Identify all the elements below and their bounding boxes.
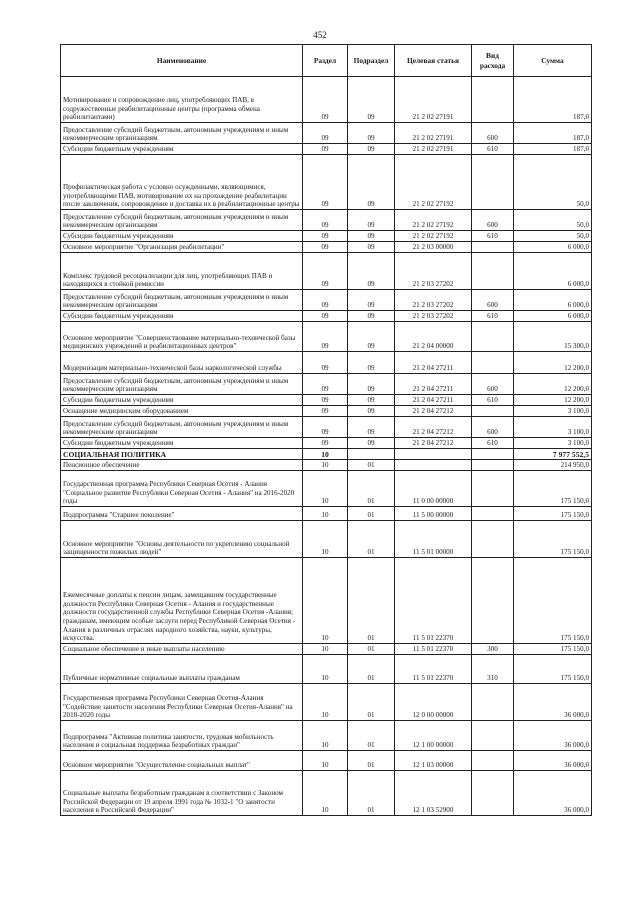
cell-subsection: 09 [348, 438, 395, 449]
cell-expense-type [472, 242, 514, 253]
table-row [61, 507, 592, 521]
cell-subsection: 01 [348, 644, 395, 655]
cell-name: Предоставление субсидий бюджетным, автономным учреждениям и иным некоммерческим организациям [61, 374, 303, 395]
cell-expense-type [472, 471, 514, 507]
cell-section: 09 [303, 155, 348, 210]
cell-expense-type [472, 558, 514, 644]
cell-target: 21 2 04 27212 [395, 406, 472, 417]
cell-name: Ежемесячные доплаты к пенсии лицам, замещавшим государственные должности Республики Северная Осетия - Алания и государственные должности государственной службы Республики Северная Осетия -Алания; гражданам, имеющим особые заслуги перед Республикой Северная Осетия - Алания в различных отраслях народного хозяйства, науки, культуры, искусства. [61, 558, 303, 644]
cell-target: 12 0 00 00000 [395, 684, 472, 721]
cell-expense-type [472, 406, 514, 417]
table-row [61, 655, 592, 684]
cell-amount: 50,0 [514, 210, 592, 231]
cell-amount: 187,0 [514, 77, 592, 123]
cell-subsection: 01 [348, 558, 395, 644]
cell-name: Модернизация материально-технической базы наркологической службы [61, 352, 303, 374]
cell-expense-type: 600 [472, 374, 514, 395]
cell-name: Субсидии бюджетным учреждениям [61, 311, 303, 322]
cell-target: 21 2 03 27202 [395, 311, 472, 322]
cell-section: 09 [303, 123, 348, 144]
cell-amount: 214 950,0 [514, 460, 592, 471]
cell-expense-type [472, 721, 514, 751]
cell-amount: 50,0 [514, 231, 592, 242]
header-target: Целевая статья [395, 45, 472, 77]
cell-amount: 175 150,0 [514, 644, 592, 655]
cell-section: 10 [303, 644, 348, 655]
cell-amount: 36 000,0 [514, 751, 592, 771]
cell-expense-type: 610 [472, 144, 514, 155]
cell-target: 21 2 03 27202 [395, 290, 472, 311]
cell-section: 09 [303, 322, 348, 352]
cell-amount: 3 100,0 [514, 438, 592, 449]
cell-subsection: 01 [348, 684, 395, 721]
table-row [61, 721, 592, 751]
cell-name: Предоставление субсидий бюджетным, автономным учреждениям и иным некоммерческим организациям [61, 417, 303, 438]
cell-expense-type: 610 [472, 395, 514, 406]
cell-expense-type: 600 [472, 290, 514, 311]
table-row [61, 253, 592, 290]
cell-target: 12 1 00 00000 [395, 721, 472, 751]
cell-name: Предоставление субсидий бюджетным, автономным учреждениям и иным некоммерческим организациям [61, 210, 303, 231]
cell-name: Государственная программа Республики Северная Осетия - Алания "Социальное развитие Республики Северная Осетия - Алания" на 2016-2020 годы [61, 471, 303, 507]
cell-expense-type: 600 [472, 210, 514, 231]
cell-target: 21 2 04 27211 [395, 352, 472, 374]
table-row [61, 395, 592, 406]
cell-amount: 175 150,0 [514, 655, 592, 684]
cell-section: 09 [303, 352, 348, 374]
cell-section: 10 [303, 471, 348, 507]
table-row [61, 290, 592, 311]
cell-expense-type [472, 771, 514, 816]
cell-section: 09 [303, 290, 348, 311]
cell-expense-type [472, 521, 514, 558]
cell-section: 09 [303, 406, 348, 417]
cell-expense-type [472, 507, 514, 521]
cell-subsection: 09 [348, 417, 395, 438]
cell-name: Оснащение медицинским оборудованием [61, 406, 303, 417]
cell-target: 11 0 00 00000 [395, 471, 472, 507]
cell-section: 10 [303, 655, 348, 684]
cell-target: 21 2 02 27192 [395, 210, 472, 231]
cell-target: 11 5 01 22370 [395, 655, 472, 684]
cell-amount: 175 150,0 [514, 558, 592, 644]
cell-subsection: 09 [348, 231, 395, 242]
cell-expense-type [472, 352, 514, 374]
cell-name: Субсидии бюджетным учреждениям [61, 144, 303, 155]
cell-section: 09 [303, 374, 348, 395]
cell-subsection: 09 [348, 322, 395, 352]
cell-target: 21 2 04 27211 [395, 395, 472, 406]
table-row [61, 449, 592, 460]
cell-expense-type: 600 [472, 123, 514, 144]
cell-target: 12 1 03 52900 [395, 771, 472, 816]
cell-name: Профилактическая работа с условно осужденными, являющимися, употребляющими ПАВ, мотивирование их на прохождение реабилитации после заключения, сопровождение и доставка их в реабилитационные центры [61, 155, 303, 210]
cell-subsection: 01 [348, 655, 395, 684]
cell-amount: 36 000,0 [514, 721, 592, 751]
cell-subsection: 09 [348, 77, 395, 123]
cell-amount: 12 200,0 [514, 374, 592, 395]
table-row [61, 406, 592, 417]
cell-target: 21 2 04 27212 [395, 438, 472, 449]
cell-target: 12 1 03 00000 [395, 751, 472, 771]
cell-subsection: 01 [348, 771, 395, 816]
cell-amount: 50,0 [514, 155, 592, 210]
table-row [61, 144, 592, 155]
cell-section: 09 [303, 210, 348, 231]
cell-target: 11 5 01 22370 [395, 558, 472, 644]
cell-amount: 6 000,0 [514, 242, 592, 253]
cell-name: СОЦИАЛЬНАЯ ПОЛИТИКА [61, 449, 303, 460]
table-row [61, 460, 592, 471]
cell-expense-type [472, 460, 514, 471]
cell-amount: 3 100,0 [514, 417, 592, 438]
table-row [61, 684, 592, 721]
cell-subsection: 09 [348, 123, 395, 144]
cell-name: Основное мероприятие "Организация реабилитации" [61, 242, 303, 253]
cell-subsection: 09 [348, 352, 395, 374]
cell-section: 10 [303, 684, 348, 721]
cell-expense-type [472, 155, 514, 210]
cell-subsection: 09 [348, 242, 395, 253]
cell-name: Основное мероприятие "Совершенствование материально-технической базы медицинских учреждений и реабилитационных центров" [61, 322, 303, 352]
cell-target: 21 2 02 27191 [395, 77, 472, 123]
cell-name: Пенсионное обеспечение [61, 460, 303, 471]
cell-name: Субсидии бюджетным учреждениям [61, 395, 303, 406]
table-header-row [61, 45, 592, 77]
cell-subsection: 01 [348, 460, 395, 471]
header-subsection: Подраздел [348, 45, 395, 77]
cell-amount: 6 000,0 [514, 253, 592, 290]
cell-name: Подпрограмма "Старшее поколение" [61, 507, 303, 521]
cell-section: 09 [303, 231, 348, 242]
cell-target: 11 5 00 00000 [395, 507, 472, 521]
cell-expense-type: 600 [472, 417, 514, 438]
cell-subsection: 09 [348, 311, 395, 322]
cell-section: 10 [303, 721, 348, 751]
cell-subsection [348, 449, 395, 460]
cell-target: 21 2 04 00000 [395, 322, 472, 352]
cell-amount: 36 000,0 [514, 771, 592, 816]
table-row [61, 155, 592, 210]
header-section: Раздел [303, 45, 348, 77]
table-row [61, 231, 592, 242]
table-row [61, 123, 592, 144]
cell-target: 21 2 03 00000 [395, 242, 472, 253]
cell-amount: 3 100,0 [514, 406, 592, 417]
table-row [61, 311, 592, 322]
cell-subsection: 01 [348, 751, 395, 771]
cell-name: Мотивирование и сопровождение лиц, употребляющих ПАВ, в содружественные реабилитационные центры (программа обмена реабилитантами) [61, 77, 303, 123]
cell-subsection: 01 [348, 471, 395, 507]
cell-amount: 6 000,0 [514, 311, 592, 322]
cell-amount: 175 150,0 [514, 521, 592, 558]
cell-target [395, 460, 472, 471]
page-number: 452 [313, 30, 327, 40]
cell-expense-type: 310 [472, 655, 514, 684]
table-row [61, 471, 592, 507]
cell-name: Комплекс трудовой ресоциализации для лиц, употребляющих ПАВ и находящихся в стойкой ремиссии [61, 253, 303, 290]
table-row [61, 751, 592, 771]
cell-target: 21 2 03 27202 [395, 253, 472, 290]
cell-name: Основное мероприятие "Основы деятельности по укреплению социальной защищенности пожилых людей" [61, 521, 303, 558]
cell-name: Субсидии бюджетным учреждениям [61, 438, 303, 449]
table-row [61, 644, 592, 655]
cell-expense-type: 610 [472, 438, 514, 449]
cell-name: Социальные выплаты безработным гражданам в соответствии с Законом Российской Федерации от 19 апреля 1991 года № 1032-1 "О занятости населения в Российской Федерации" [61, 771, 303, 816]
cell-expense-type: 300 [472, 644, 514, 655]
cell-target: 21 2 02 27191 [395, 144, 472, 155]
cell-section: 09 [303, 77, 348, 123]
table-row [61, 374, 592, 395]
cell-amount: 187,0 [514, 123, 592, 144]
cell-subsection: 01 [348, 721, 395, 751]
table-row [61, 521, 592, 558]
cell-name: Предоставление субсидий бюджетным, автономным учреждениям и иным некоммерческим организациям [61, 123, 303, 144]
table-body [61, 77, 592, 816]
cell-amount: 7 977 552,5 [514, 449, 592, 460]
table-row [61, 417, 592, 438]
cell-target [395, 449, 472, 460]
cell-subsection: 01 [348, 507, 395, 521]
table-row [61, 438, 592, 449]
cell-section: 09 [303, 311, 348, 322]
cell-amount: 6 000,0 [514, 290, 592, 311]
cell-subsection: 09 [348, 210, 395, 231]
cell-expense-type [472, 322, 514, 352]
cell-name: Субсидии бюджетным учреждениям [61, 231, 303, 242]
table-row [61, 242, 592, 253]
cell-section: 10 [303, 460, 348, 471]
cell-amount: 36 000,0 [514, 684, 592, 721]
table-row [61, 77, 592, 123]
cell-name: Основное мероприятие "Осуществление социальных выплат" [61, 751, 303, 771]
cell-section: 09 [303, 417, 348, 438]
cell-expense-type: 610 [472, 311, 514, 322]
cell-amount: 15 300,0 [514, 322, 592, 352]
cell-expense-type [472, 751, 514, 771]
table-row [61, 210, 592, 231]
cell-expense-type [472, 449, 514, 460]
cell-section: 09 [303, 253, 348, 290]
cell-amount: 12 200,0 [514, 352, 592, 374]
cell-section: 10 [303, 507, 348, 521]
cell-expense-type [472, 253, 514, 290]
cell-subsection: 09 [348, 290, 395, 311]
cell-target: 21 2 02 27192 [395, 231, 472, 242]
cell-section: 09 [303, 242, 348, 253]
cell-target: 21 2 04 27212 [395, 417, 472, 438]
table-row [61, 558, 592, 644]
cell-subsection: 09 [348, 155, 395, 210]
cell-target: 21 2 02 27192 [395, 155, 472, 210]
cell-section: 10 [303, 751, 348, 771]
header-name: Наименование [61, 45, 303, 77]
table-row [61, 322, 592, 352]
cell-expense-type [472, 77, 514, 123]
cell-section: 09 [303, 438, 348, 449]
cell-name: Публичные нормативные социальные выплаты гражданам [61, 655, 303, 684]
cell-target: 11 5 01 22370 [395, 644, 472, 655]
cell-subsection: 09 [348, 253, 395, 290]
cell-name: Социальное обеспечение и иные выплаты населению [61, 644, 303, 655]
cell-subsection: 01 [348, 521, 395, 558]
table-row [61, 352, 592, 374]
table-row [61, 771, 592, 816]
cell-target: 21 2 04 27211 [395, 374, 472, 395]
cell-amount: 175 150,0 [514, 507, 592, 521]
header-expense-type: Вид расхода [472, 45, 514, 77]
cell-name: Подпрограмма "Активная политика занятости, трудовая мобильность населения и социальная поддержка безработных граждан" [61, 721, 303, 751]
cell-section: 10 [303, 449, 348, 460]
cell-amount: 187,0 [514, 144, 592, 155]
cell-target: 11 5 01 00000 [395, 521, 472, 558]
cell-name: Предоставление субсидий бюджетным, автономным учреждениям и иным некоммерческим организациям [61, 290, 303, 311]
cell-section: 10 [303, 521, 348, 558]
cell-subsection: 09 [348, 395, 395, 406]
header-amount: Сумма [514, 45, 592, 77]
cell-amount: 12 200,0 [514, 395, 592, 406]
budget-table [60, 44, 592, 816]
cell-subsection: 09 [348, 144, 395, 155]
cell-target: 21 2 02 27191 [395, 123, 472, 144]
cell-section: 09 [303, 395, 348, 406]
cell-section: 09 [303, 144, 348, 155]
cell-expense-type [472, 684, 514, 721]
cell-name: Государственная программа Республики Северная Осетия-Алания "Содействие занятости населения Республики Северная Осетия-Алания" на 2018-2020 годы [61, 684, 303, 721]
cell-expense-type: 610 [472, 231, 514, 242]
cell-subsection: 09 [348, 406, 395, 417]
cell-section: 10 [303, 558, 348, 644]
cell-section: 10 [303, 771, 348, 816]
cell-subsection: 09 [348, 374, 395, 395]
cell-amount: 175 150,0 [514, 471, 592, 507]
